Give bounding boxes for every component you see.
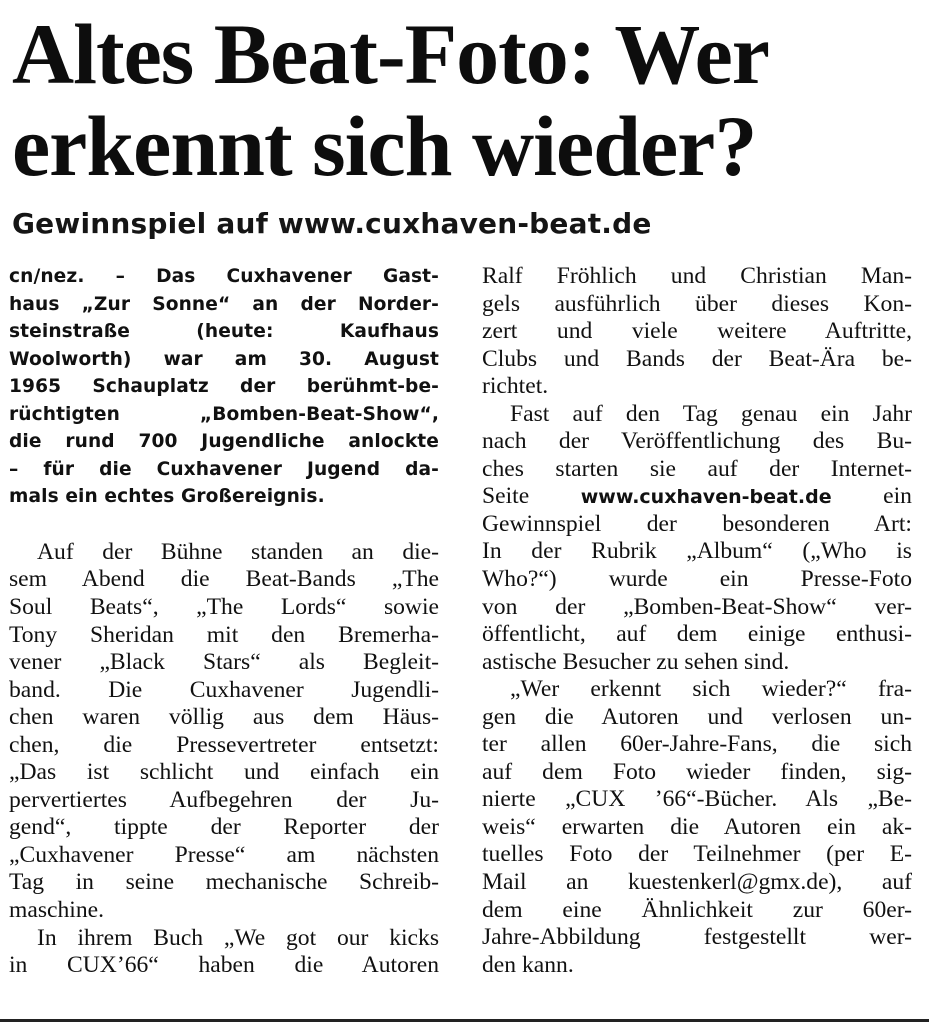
body-line: pervertiertes Aufbegehren der Ju- (9, 786, 439, 813)
body-line: „Cuxhavener Presse“ am nächsten (9, 841, 439, 868)
body-line: Auf der Bühne standen an die- (37, 538, 439, 565)
body-line: Fast auf den Tag genau ein Jahr (510, 400, 912, 427)
body-text-fragment: Seite (482, 483, 530, 510)
body-line: gen die Autoren und verlosen un- (482, 703, 912, 730)
body-line: weis“ erwarten die Autoren ein ak- (482, 813, 912, 840)
body-line: den kann. (482, 951, 574, 978)
bottom-rule (0, 1019, 929, 1022)
lead-line: cn/nez. – Das Cuxhavener Gast- (9, 266, 439, 287)
body-line: Mail an kuestenkerl@gmx.de), auf (482, 869, 912, 896)
body-line: auf dem Foto wieder finden, sig- (482, 758, 912, 785)
body-line: In ihrem Buch „We got our kicks (37, 924, 439, 951)
body-line: Gewinnspiel der besonderen Art: (482, 510, 912, 537)
lead-line: haus „Zur Sonne“ an der Norder- (9, 293, 439, 315)
body-line: vener „Black Stars“ als Begleit- (9, 649, 439, 676)
body-line: ter allen 60er-Jahre-Fans, die sich (482, 731, 912, 758)
body-line: Tag in seine mechanische Schreib- (9, 869, 439, 896)
body-line: astische Besucher zu sehen sind. (482, 648, 790, 675)
body-line: Tony Sheridan mit den Bremerha- (9, 621, 439, 648)
body-line: In der Rubrik „Album“ („Who is (482, 538, 912, 565)
headline-line: Altes Beat-Foto: Wer (12, 6, 769, 102)
body-line: chen, die Pressevertreter entsetzt: (9, 731, 439, 758)
body-line: in CUX’66“ haben die Autoren (9, 952, 439, 979)
body-line: band. Die Cuxhavener Jugendli- (9, 676, 439, 703)
website-url: www.cuxhaven-beat.de (580, 486, 832, 509)
body-line: öffentlicht, auf dem einige enthusi- (482, 621, 912, 648)
headline-line: erkennt sich wieder? (12, 98, 757, 194)
body-line: tuelles Foto der Teilnehmer (per E- (482, 841, 912, 868)
body-line: zert und viele weitere Auftritte, (482, 318, 912, 345)
article-headline (12, 8, 917, 192)
lead-line: steinstraße (heute: Kaufhaus (9, 321, 439, 343)
lead-line: Woolworth) war am 30. August (9, 348, 439, 370)
body-line: maschine. (9, 897, 104, 924)
lead-line: 1965 Schauplatz der berühmt-be- (9, 376, 439, 398)
body-line: sem Abend die Beat-Bands „The (9, 566, 439, 593)
body-line-with-url (482, 483, 912, 511)
article-subheadline: Gewinnspiel auf www.cuxhaven-beat.de (12, 207, 652, 240)
body-line: „Das ist schlicht und einfach ein (9, 759, 439, 786)
body-line: Clubs und Bands der Beat-Ära be- (482, 345, 912, 372)
body-line: dem eine Ähnlichkeit zur 60er- (482, 896, 912, 923)
body-line: nach der Veröffentlichung des Bu- (482, 428, 912, 455)
paragraph-gap (9, 511, 439, 539)
body-line: Ralf Fröhlich und Christian Man- (482, 263, 912, 289)
lead-line: mals ein echtes Großereignis. (9, 486, 325, 508)
left-text-column (9, 263, 439, 980)
lead-line: rüchtigten „Bomben-Beat-Show“, (9, 403, 439, 425)
body-line: ches starten sie auf der Internet- (482, 455, 912, 482)
body-line: Who?“) wurde ein Presse-Foto (482, 566, 912, 593)
body-line: von der „Bomben-Beat-Show“ ver- (482, 593, 912, 620)
lead-line: die rund 700 Jugendliche anlockte (9, 431, 439, 453)
body-line: Jahre-Abbildung festgestellt wer- (482, 924, 912, 951)
body-line: chen waren völlig aus dem Häus- (9, 704, 439, 731)
body-line: gend“, tippte der Reporter der (9, 814, 439, 841)
body-line: nierte „CUX ’66“-Bücher. Als „Be- (482, 786, 912, 813)
body-line: „Wer erkennt sich wieder?“ fra- (510, 676, 912, 703)
body-line: gels ausführlich über dieses Kon- (482, 290, 912, 317)
lead-line: – für die Cuxhavener Jugend da- (9, 458, 439, 480)
body-line: Soul Beats“, „The Lords“ sowie (9, 594, 439, 621)
right-text-column (482, 263, 912, 979)
body-text-fragment: ein (883, 483, 912, 510)
body-paragraph (9, 539, 439, 980)
lead-paragraph (9, 263, 439, 511)
body-line: richtet. (482, 373, 549, 400)
